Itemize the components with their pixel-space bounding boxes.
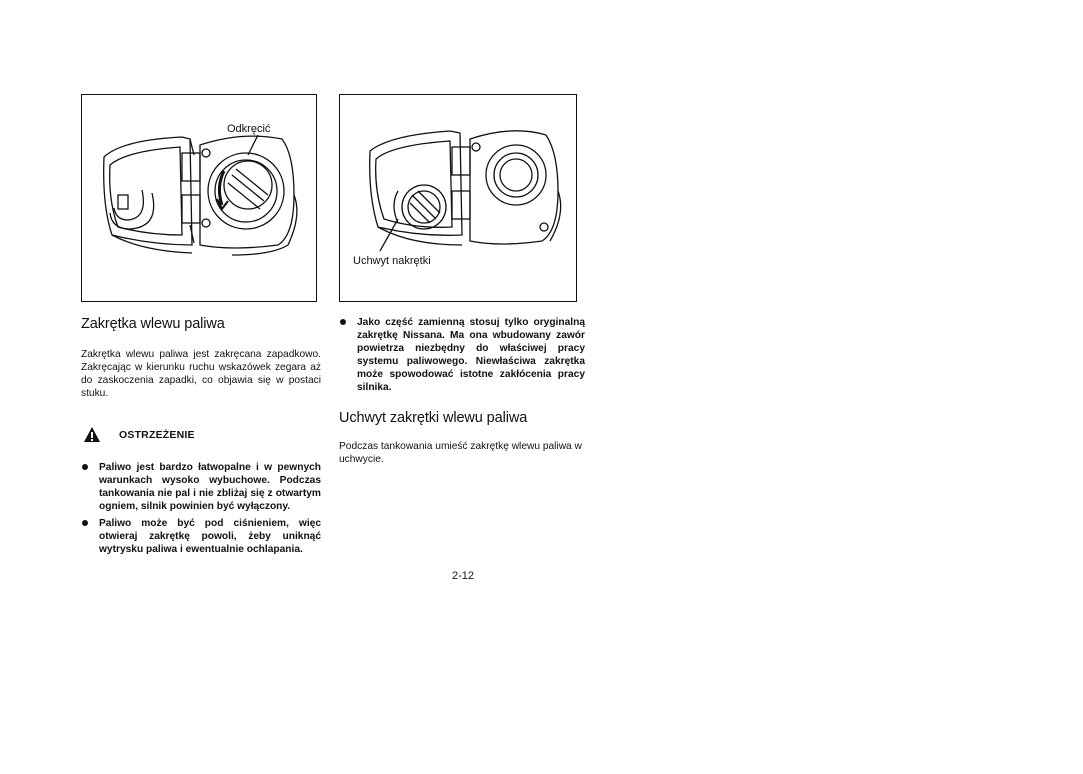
page-number: 2-12 — [452, 570, 475, 582]
bullet-dot — [340, 319, 346, 325]
fuel-cap-unscrew-illustration — [82, 95, 315, 300]
warning-header — [81, 426, 321, 443]
warning-triangle-icon — [83, 426, 101, 443]
figure-fuel-cap-holder — [339, 94, 577, 302]
bullet-dot — [82, 520, 88, 526]
right-column — [339, 316, 585, 466]
figure-fuel-cap-unscrew — [81, 94, 317, 302]
list-item — [81, 461, 321, 513]
left-column — [81, 316, 321, 560]
section-title-fuel-cap: Zakrętka wlewu paliwa — [81, 316, 225, 332]
figure-label-odkrecic: Odkręcić — [227, 123, 271, 135]
warning-bullets — [81, 461, 321, 556]
section-title-cap-holder: Uchwyt zakrętki wlewu paliwa — [339, 410, 528, 426]
cap-holder-description: Podczas tankowania umieść zakrętkę wlewu paliwa w uchwycie. — [339, 441, 582, 465]
list-item — [81, 517, 321, 556]
fuel-cap-description: Zakrętka wlewu paliwa jest zakręcana zapadkowo. Zakręcając w kierunku ruchu wskazówek zegara aż do zaskoczenia zapadki, co objawia się w postaci stuku. — [81, 349, 321, 399]
figure-label-uchwyt-nakretki: Uchwyt nakrętki — [353, 255, 431, 267]
replacement-bullets — [339, 316, 585, 394]
list-item — [339, 316, 585, 394]
bullet-text: Jako część zamienną stosuj tylko oryginalną zakrętkę Nissana. Ma ona wbudowany zawór powietrza niezbędny do właściwej pracy systemu paliwowego. Niewłaściwa zakrętka może spowodować istotne zakłócenia pracy silnika. — [357, 317, 585, 393]
bullet-text: Paliwo może być pod ciśnieniem, więc otwieraj zakrętkę powoli, żeby uniknąć wytrysku paliwa i ewentualnie ochlapania. — [99, 518, 321, 555]
warning-title: OSTRZEŻENIE — [119, 428, 195, 441]
bullet-dot — [82, 464, 88, 470]
bullet-text: Paliwo jest bardzo łatwopalne i w pewnych warunkach wysoko wybuchowe. Podczas tankowania nie pal i nie zbliżaj się z otwartym ogniem, silnik powinien być wyłączony. — [99, 462, 321, 512]
fuel-cap-holder-illustration — [340, 95, 575, 300]
